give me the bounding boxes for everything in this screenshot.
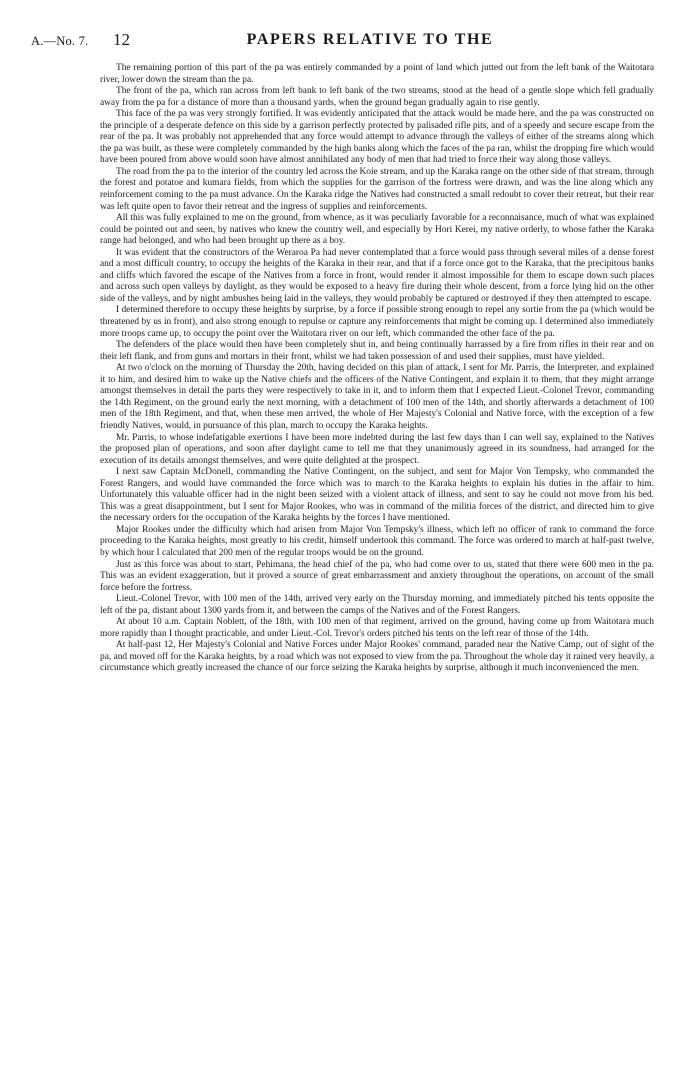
paragraph: At about 10 a.m. Captain Noblett, of the 18th, with 100 men of that regiment, arrived on the ground, having come up from Waitotara much more rapidly than I thought practicable, and under Lieut.-Col. Trevor's orders pitched his tents on the left rear of those of the 14th. — [100, 617, 654, 639]
paragraph: I next saw Captain McDonell, commanding the Native Contingent, on the subject, and sent for Major Von Tempsky, who commanded the Forest Rangers, and would have commanded the force which was to march to the Karaka heights to explain his duties in the affair to him. Unfortunately this valuable officer had in the night been seized with a violent attack of illness, and sent to say he could not move from his bed. This was a great disappointment, but I sent for Major Rookes, who was in command of the militia forces of the district, and directed him to give the necessary orders for the occupation of the Karaka heights by the forces I have mentioned. — [100, 467, 654, 524]
paragraph: I determined therefore to occupy these heights by surprise, by a force if possible strong enough to repel any sortie from the pa (which would be threatened by us in front), and also strong enough to repulse or capture any reinforcements that might be coming up. I determined also immediately more troops came up, to occupy the point over the Waitotara river on our left, which commanded the other face of the pa. — [100, 305, 654, 339]
paragraph: Mr. Parris, to whose indefatigable exertions I have been more indebted during the last few days than I can well say, explained to the Natives the proposed plan of operations, and soon after daylight came to tell me that they unanimously agreed in its soundness, had arranged for the execution of its details amongst themselves, and were quite delighted at the prospect. — [100, 432, 654, 466]
paragraph: Major Rookes under the difficulty which had arisen from Major Von Tempsky's illness, which left no officer of rank to command the force proceeding to the Karaka heights, most greatly to his credit, himself undertook this command. The force was ordered to march at half-past twelve, by which hour I calculated that 200 men of the regular troops would be on the ground. — [100, 524, 654, 558]
paragraph: The remaining portion of this part of the pa was entirely commanded by a point of land which jutted out from the left bank of the Waitotara river, lower down the stream than the pa. — [100, 63, 654, 85]
page-number: 12 — [113, 30, 130, 49]
paragraph: At two o'clock on the morning of Thursday the 20th, having decided on this plan of attack, I sent for Mr. Parris, the Interpreter, and explained it to him, and desired him to wake up the Native chiefs and the officers of the Native Contingent, and explain it to them, that they might arrange amongst themselves in detail the parts they were respectively to take in it, and to inform them that I expected Lieut.-Colonel Trevor, commanding the 14th Regiment, on the ground early the next morning, with a detachment of 100 men of the 14th, and shortly afterwards a detachment of 100 men of the 18th Regiment, and that, when these men arrived, the whole of Her Majesty's Colonial and Native force, with the exception of a few friendly Natives, would, in pursuance of this plan, march to occupy the Karaka heights. — [100, 363, 654, 431]
paragraph: Just as this force was about to start, Pehimana, the head chief of the pa, who had come over to us, stated that there were 600 men in the pa. This was an evident exaggeration, but it proved a source of great embarrassment and anxiety throughout the operations, on account of the small force before the fortress. — [100, 559, 654, 593]
running-title: PAPERS RELATIVE TO THE — [246, 31, 494, 48]
paragraph: The road from the pa to the interior of the country led across the Koie stream, and up the Karaka range on the other side of that stream, through the forest and potatoe and kumara fields, from which the supplies for the garrison of the fortress were drawn, and was the line along which any reinforcement coming to the pa must advance. On the Karaka ridge the Natives had constructed a small redoubt to cover their retreat, but their rear was left quite open to favor their retreat and the ingress of supplies and reinforcements. — [100, 166, 654, 212]
paragraph: The front of the pa, which ran across from left bank to left bank of the two streams, stood at the head of a gentle slope which fell gradually away from the pa for a distance of more than a thousand yards, when the ground began gradually again to rise gently. — [100, 86, 654, 108]
paragraph: This face of the pa was very strongly fortified. It was evidently anticipated that the attack would be made here, and the pa was constructed on the principle of a desperate defence on this side by a garrison perfectly protected by palisaded rifle pits, and of a speedy and secure escape from the rear of the pa. It was probably not apprehended that any force would attempt to advance through the valleys of either of the streams along which the pa was built, as these were completely commanded by the high banks along which the faces of the pa ran, whilst the dropping fire which would have been poured from above would soon have almost annihilated any body of men that had tried to force their way along those valleys. — [100, 109, 654, 166]
body-text — [100, 63, 654, 675]
document-number: A.—No. 7. — [31, 34, 89, 48]
paragraph: All this was fully explained to me on the ground, from whence, as it was peculiarly favorable for a reconnaisance, much of what was explained could be pointed out and seen, by natives who knew the country well, and especially by Hori Kerei, my native orderly, to whose father the Karaka range had belonged, and who had been brought up there as a boy. — [100, 213, 654, 247]
paragraph: It was evident that the constructors of the Weraroa Pa had never contemplated that a force would pass through several miles of a dense forest and a most difficult country, to occupy the heights of the Karaka in their rear, and that if a force once got to the Karaka, that the precipitous banks and cliffs which favored the escape of the Natives from a force in front, would render it almost impossible for them to escape down such places and across such open valleys by daylight, as they would be exposed to a heavy fire during their whole descent, from a force lying hid on the other side of the valleys, and by night ambushes being laid in the valleys, they would probably be captured or destroyed if they then attempted to escape. — [100, 247, 654, 304]
paragraph: The defenders of the place would then have been completely shut in, and being continually harrassed by a fire from rifles in their rear and on their left flank, and from guns and mortars in their front, whilst we had taken possession of and used their supplies, must have yielded. — [100, 340, 654, 362]
paragraph: At half-past 12, Her Majesty's Colonial and Native Forces under Major Rookes' command, paraded near the Native Camp, out of sight of the pa, and moved off for the Karaka heights, by a road which was not exposed to view from the pa. Throughout the whole day it rained very heavily, a circumstance which greatly increased the chance of our force seizing the Karaka heights by surprise, although it much inconvenienced the men. — [100, 640, 654, 674]
page-header — [31, 30, 669, 54]
paragraph: Lieut.-Colonel Trevor, with 100 men of the 14th, arrived very early on the Thursday morning, and immediately pitched his tents opposite the left of the pa, distant about 1300 yards from it, and between the camps of the Natives and of the Forest Rangers. — [100, 594, 654, 616]
